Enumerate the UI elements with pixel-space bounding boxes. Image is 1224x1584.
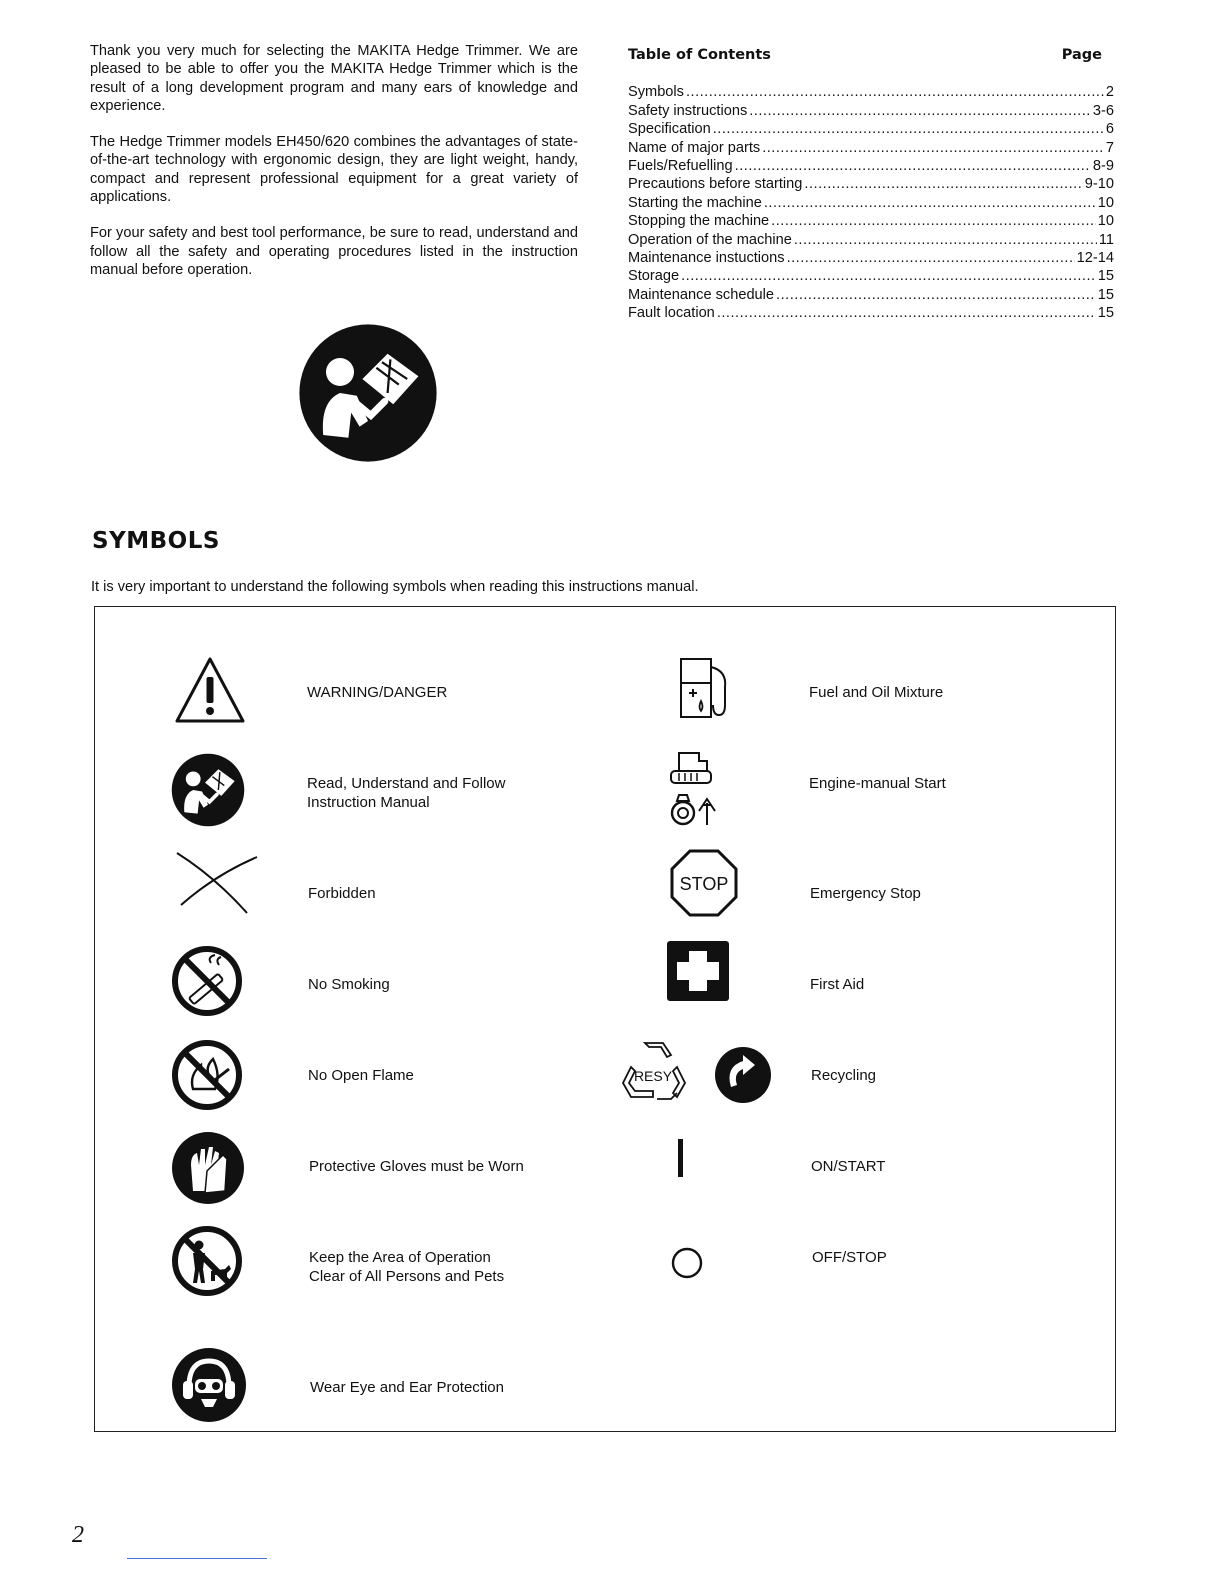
toc-entry-page: 8-9 <box>1092 158 1114 175</box>
toc-entry-label: Storage <box>628 268 680 285</box>
toc-entry-label: Fault location <box>628 305 715 322</box>
toc-entry-label: Stopping the machine <box>628 213 770 230</box>
toc-entry <box>628 102 1114 120</box>
eye-ear-protection-icon <box>171 1347 247 1428</box>
toc-entry <box>628 249 1114 267</box>
toc-entry <box>628 175 1114 193</box>
toc-entry-page: 6 <box>1105 121 1114 138</box>
toc-dot-leader <box>794 231 1097 249</box>
toc-dot-leader <box>717 304 1096 322</box>
toc-dot-leader <box>771 212 1096 230</box>
keep-area-clear-icon <box>171 1225 243 1302</box>
toc-entry-label: Maintenance schedule <box>628 286 775 303</box>
emergency-stop-icon <box>670 849 738 922</box>
read-manual-icon <box>298 323 438 463</box>
warning-triangle-icon <box>173 655 247 730</box>
toc-dot-leader <box>681 267 1096 285</box>
label-first-aid: First Aid <box>810 976 865 993</box>
toc-entry-label: Operation of the machine <box>628 231 792 248</box>
toc-entry <box>628 212 1114 230</box>
toc-entry <box>628 139 1114 157</box>
toc-dot-leader <box>749 102 1091 120</box>
toc-entry-page: 3-6 <box>1092 102 1114 119</box>
toc-entry-label: Name of major parts <box>628 139 761 156</box>
toc-entry <box>628 157 1114 175</box>
toc-entry-page: 10 <box>1097 213 1114 230</box>
toc-entry-label: Precautions before starting <box>628 176 803 193</box>
toc-title: Table of Contents <box>628 47 771 63</box>
symbols-heading: SYMBOLS <box>92 528 220 554</box>
toc-list <box>628 83 1114 322</box>
label-forbidden: Forbidden <box>308 885 376 902</box>
toc-entry-label: Maintenance instuctions <box>628 250 785 267</box>
stop-sign-text: STOP <box>679 874 729 894</box>
toc-dot-leader <box>735 157 1091 175</box>
intro-paragraph-3: For your safety and best tool performance, be sure to read, understand and follow all the safety and operating procedures listed in the instruction manual before operation. <box>90 225 578 278</box>
table-of-contents <box>628 46 1114 323</box>
recycling-icon <box>621 1037 771 1116</box>
toc-header <box>628 46 1114 64</box>
toc-dot-leader <box>686 83 1104 101</box>
label-no-smoking: No Smoking <box>308 976 390 993</box>
intro-paragraph-1: Thank you very much for selecting the MAKITA Hedge Trimmer. We are pleased to be able to offer you the MAKITA Hedge Trimmer which is the result of a long development program and many ears of knowledge and experience. <box>90 43 578 114</box>
protective-gloves-icon <box>171 1131 245 1210</box>
label-keep-area-clear: Keep the Area of Operation Clear of All Persons and Pets <box>309 1249 505 1285</box>
forbidden-cross-icon <box>175 847 259 920</box>
toc-entry-label: Symbols <box>628 84 684 101</box>
fuel-pump-icon <box>679 657 737 726</box>
symbols-intro: It is very important to understand the following symbols when reading this instructions manual. <box>91 579 699 595</box>
symbols-table <box>94 606 1116 1432</box>
toc-entry-label: Fuels/Refuelling <box>628 158 733 175</box>
read-manual-icon <box>171 753 245 832</box>
toc-entry-page: 9-10 <box>1084 176 1114 193</box>
toc-entry <box>628 120 1114 138</box>
off-stop-icon <box>671 1247 703 1284</box>
toc-dot-leader <box>713 120 1104 138</box>
toc-entry <box>628 267 1114 285</box>
toc-entry <box>628 286 1114 304</box>
label-on-start: ON/START <box>811 1158 886 1175</box>
recycling-sign-text: RESY <box>633 1068 673 1084</box>
toc-entry-page: 11 <box>1098 231 1114 248</box>
label-read-manual: Read, Understand and Follow Instruction Manual <box>307 775 506 811</box>
label-fuel-oil-mixture: Fuel and Oil Mixture <box>809 684 944 701</box>
on-start-icon <box>678 1139 684 1182</box>
toc-entry <box>628 231 1114 249</box>
no-open-flame-icon <box>171 1039 243 1116</box>
toc-dot-leader <box>776 286 1096 304</box>
toc-entry-page: 15 <box>1097 286 1114 303</box>
toc-entry-page: 7 <box>1105 139 1114 156</box>
intro-text <box>90 42 578 297</box>
label-off-stop: OFF/STOP <box>812 1249 887 1266</box>
label-no-open-flame: No Open Flame <box>308 1067 414 1084</box>
label-emergency-stop: Emergency Stop <box>810 885 921 902</box>
toc-dot-leader <box>762 139 1104 157</box>
toc-entry <box>628 83 1114 101</box>
label-eye-ear-protection: Wear Eye and Ear Protection <box>310 1379 504 1396</box>
toc-entry-label: Starting the machine <box>628 194 762 211</box>
toc-entry <box>628 304 1114 322</box>
footer-divider <box>127 1558 267 1559</box>
toc-dot-leader <box>787 249 1075 267</box>
toc-entry <box>628 194 1114 212</box>
toc-page-header: Page <box>1061 47 1102 63</box>
toc-entry-label: Specification <box>628 121 711 138</box>
toc-entry-page: 12-14 <box>1076 250 1114 267</box>
toc-entry-label: Safety instructions <box>628 102 748 119</box>
no-smoking-icon <box>171 945 243 1022</box>
label-engine-manual-start: Engine-manual Start <box>809 775 946 792</box>
label-protective-gloves: Protective Gloves must be Worn <box>309 1158 524 1175</box>
toc-entry-page: 15 <box>1097 268 1114 285</box>
intro-paragraph-2: The Hedge Trimmer models EH450/620 combines the advantages of state-of-the-art technology with ergonomic design, they are light weight, handy, compact and represent professional equipment for a great variety of applications. <box>90 134 578 206</box>
toc-entry-page: 10 <box>1097 194 1114 211</box>
toc-entry-page: 15 <box>1097 305 1114 322</box>
first-aid-icon <box>667 941 729 1006</box>
label-warning-danger: WARNING/DANGER <box>307 684 448 701</box>
toc-dot-leader <box>764 194 1096 212</box>
manual-start-icon <box>667 749 719 836</box>
toc-dot-leader <box>804 175 1082 193</box>
page-number: 2 <box>72 1522 84 1548</box>
label-recycling: Recycling <box>811 1067 877 1084</box>
toc-entry-page: 2 <box>1105 84 1114 101</box>
